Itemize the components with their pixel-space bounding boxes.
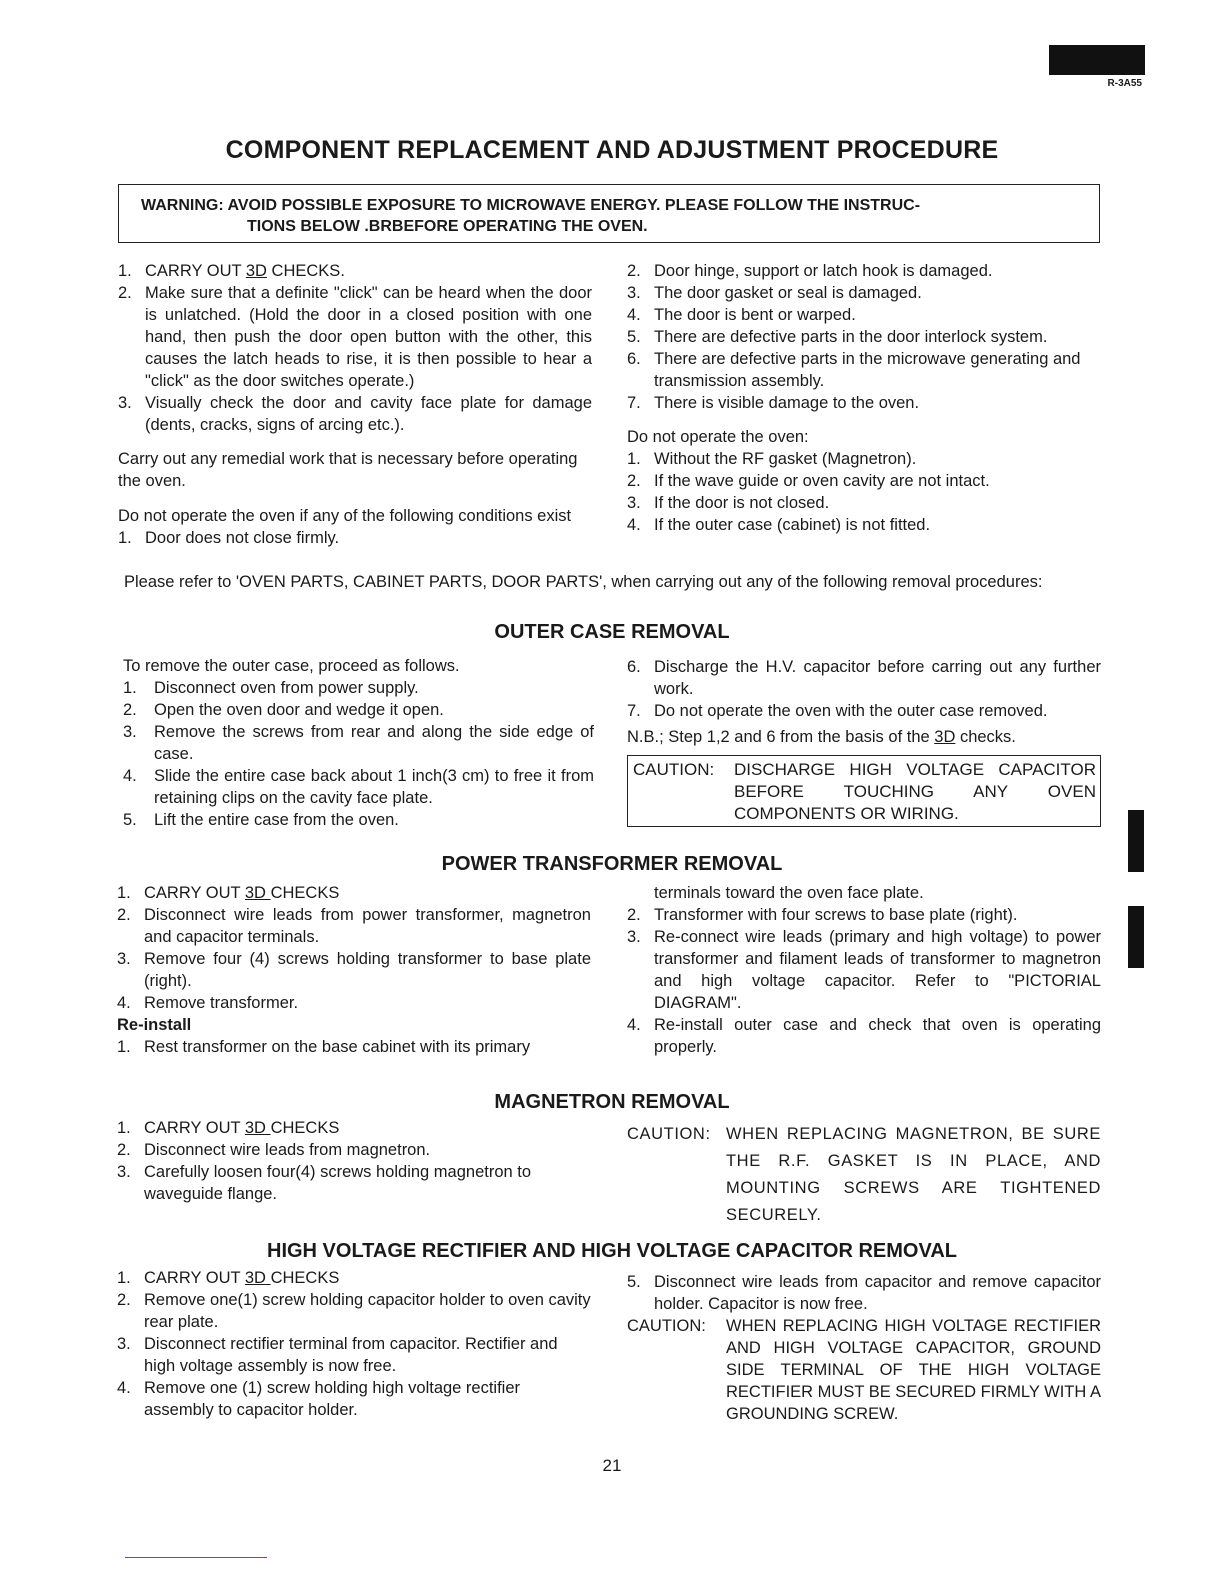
outer-case-right-column [627,656,1101,748]
warning-line-2: TIONS BELOW .BRBEFORE OPERATING THE OVEN. [247,218,648,235]
caution-label: CAUTION: [627,1125,711,1143]
list-item: 2. If the wave guide or oven cavity are not intact. [627,472,990,490]
model-number: R-3A55 [1107,78,1142,89]
section-heading-magnetron: MAGNETRON REMOVAL [494,1091,730,1113]
list-item: 1. Door does not close firmly. [118,529,340,547]
magnetron-left-column [117,1117,591,1205]
list-item: 3. Remove four (4) screws holding transformer to base plate (right). [117,950,591,990]
hv-rectifier-left-column [117,1267,591,1421]
list-item: 2. Door hinge, support or latch hook is damaged. [627,262,993,280]
list-item: 7. There is visible damage to the oven. [627,394,920,412]
caution-text: WHEN REPLACING HIGH VOLTAGE RECTIFIER AND HIGH VOLTAGE CAPACITOR, GROUND SIDE TERMINAL OF THE HIGH VOLTAGE RECTIFIER MUST BE SECURED FIRMLY WITH A GROUNDING SCREW. [726,1317,1101,1423]
list-item: 2. Make sure that a definite "click" can be heard when the door is unlatched. (Hold the door in a closed position with one hand, then push the door open button with the other, this causes the latch heads to rise, it is then possible to hear a "click" as the door switches operate.) [118,284,592,390]
list-item: 4. Re-install outer case and check that oven is operating properly. [627,1016,1101,1056]
do-not-operate-heading: Do not operate the oven: [627,428,809,446]
list-item: 3. Remove the screws from rear and along the side edge of case. [123,723,594,763]
footer-rule [125,1557,267,1558]
side-thumb-mark [1128,906,1144,968]
continued-text: terminals toward the oven face plate. [654,884,924,902]
power-transformer-right-column [627,882,1101,1058]
list-item: 1. CARRY OUT 3D CHECKS [117,884,340,902]
list-item: 4. The door is bent or warped. [627,306,856,324]
list-item: 2. Remove one(1) screw holding capacitor holder to oven cavity rear plate. [117,1291,591,1331]
list-item: 6. There are defective parts in the microwave generating and transmission assembly. [627,350,1081,390]
section-heading-power-transformer: POWER TRANSFORMER REMOVAL [441,853,783,875]
warning-box [118,184,1100,243]
list-item: 3. Disconnect rectifier terminal from capacitor. Rectifier and high voltage assembly is now free. [117,1335,558,1375]
list-item: 3. If the door is not closed. [627,494,830,512]
caution-label: CAUTION: [633,760,715,779]
caution-text: WHEN REPLACING MAGNETRON, BE SURE THE R.F. GASKET IS IN PLACE, AND MOUNTING SCREWS ARE TIGHTENED SECURELY. [726,1125,1101,1224]
reinstall-heading: Re-install [117,1016,192,1034]
list-item: 7. Do not operate the oven with the outer case removed. [627,702,1048,720]
caution-text: DISCHARGE HIGH VOLTAGE CAPACITOR BEFORE TOUCHING ANY OVEN COMPONENTS OR WIRING. [734,760,1096,823]
list-item: 5. There are defective parts in the door interlock system. [627,328,1048,346]
warning-line-1: WARNING: AVOID POSSIBLE EXPOSURE TO MICROWAVE ENERGY. PLEASE FOLLOW THE INSTRUC- [141,197,921,214]
list-item: 3. Carefully loosen four(4) screws holding magnetron to waveguide flange. [117,1163,532,1203]
list-item: 2. Open the oven door and wedge it open. [123,701,444,719]
caution-label: CAUTION: [627,1317,706,1335]
list-item: 2. Transformer with four screws to base plate (right). [627,906,1018,924]
remedial-note: Carry out any remedial work that is necessary before operating the oven. [118,450,578,490]
list-item: 1. Disconnect oven from power supply. [123,679,419,697]
list-item: 4. If the outer case (cabinet) is not fitted. [627,516,931,534]
list-item: 3. The door gasket or seal is damaged. [627,284,922,302]
list-item: 5. Lift the entire case from the oven. [123,811,399,829]
power-transformer-left-column [117,882,591,1058]
section-heading-hv-rectifier: HIGH VOLTAGE RECTIFIER AND HIGH VOLTAGE CAPACITOR REMOVAL [267,1240,957,1262]
outer-case-left-column [118,655,594,831]
list-item: 1. CARRY OUT 3D CHECKS. [118,262,345,280]
hv-rectifier-right-column [627,1271,1101,1425]
page-tab-marker [1049,45,1145,75]
magnetron-caution [627,1121,1101,1229]
list-item: 2. Disconnect wire leads from magnetron. [117,1141,431,1159]
list-item: 1. CARRY OUT 3D CHECKS [117,1119,340,1137]
list-item: 1. Rest transformer on the base cabinet with its primary [117,1038,531,1056]
intro-right-column [627,260,1101,536]
list-item: 4. Remove one (1) screw holding high voltage rectifier assembly to capacitor holder. [117,1379,521,1419]
section-heading-outer-case: OUTER CASE REMOVAL [494,621,730,643]
list-item: 4. Remove transformer. [117,994,299,1012]
list-item: 3. Visually check the door and cavity face plate for damage (dents, cracks, signs of arcing etc.). [118,394,592,434]
page-number: 21 [602,1456,622,1475]
caution-block [627,1315,1101,1425]
conditions-note: Do not operate the oven if any of the following conditions exist [118,507,572,525]
list-item: 5. Disconnect wire leads from capacitor and remove capacitor holder. Capacitor is now free. [627,1273,1101,1313]
list-item: 3. Re-connect wire leads (primary and high voltage) to power transformer and filament leads of transformer to magnetron and high voltage capacitor. Refer to "PICTORIAL DIAGRAM". [627,928,1101,1012]
caution-box [627,755,1101,827]
outer-case-lead: To remove the outer case, proceed as follows. [123,657,460,675]
list-item: 1. CARRY OUT 3D CHECKS [117,1269,340,1287]
list-item: 6. Discharge the H.V. capacitor before carring out any further work. [627,658,1101,698]
list-item: 2. Disconnect wire leads from power transformer, magnetron and capacitor terminals. [117,906,591,946]
nb-note: N.B.; Step 1,2 and 6 from the basis of the 3D checks. [627,728,1016,746]
intro-left-column [118,260,592,549]
page-title: COMPONENT REPLACEMENT AND ADJUSTMENT PROCEDURE [225,136,999,164]
list-item: 4. Slide the entire case back about 1 inch(3 cm) to free it from retaining clips on the cavity face plate. [123,767,594,807]
refer-note: Please refer to 'OVEN PARTS, CABINET PARTS, DOOR PARTS', when carrying out any of the following removal procedures: [124,573,1043,591]
list-item: 1. Without the RF gasket (Magnetron). [627,450,917,468]
